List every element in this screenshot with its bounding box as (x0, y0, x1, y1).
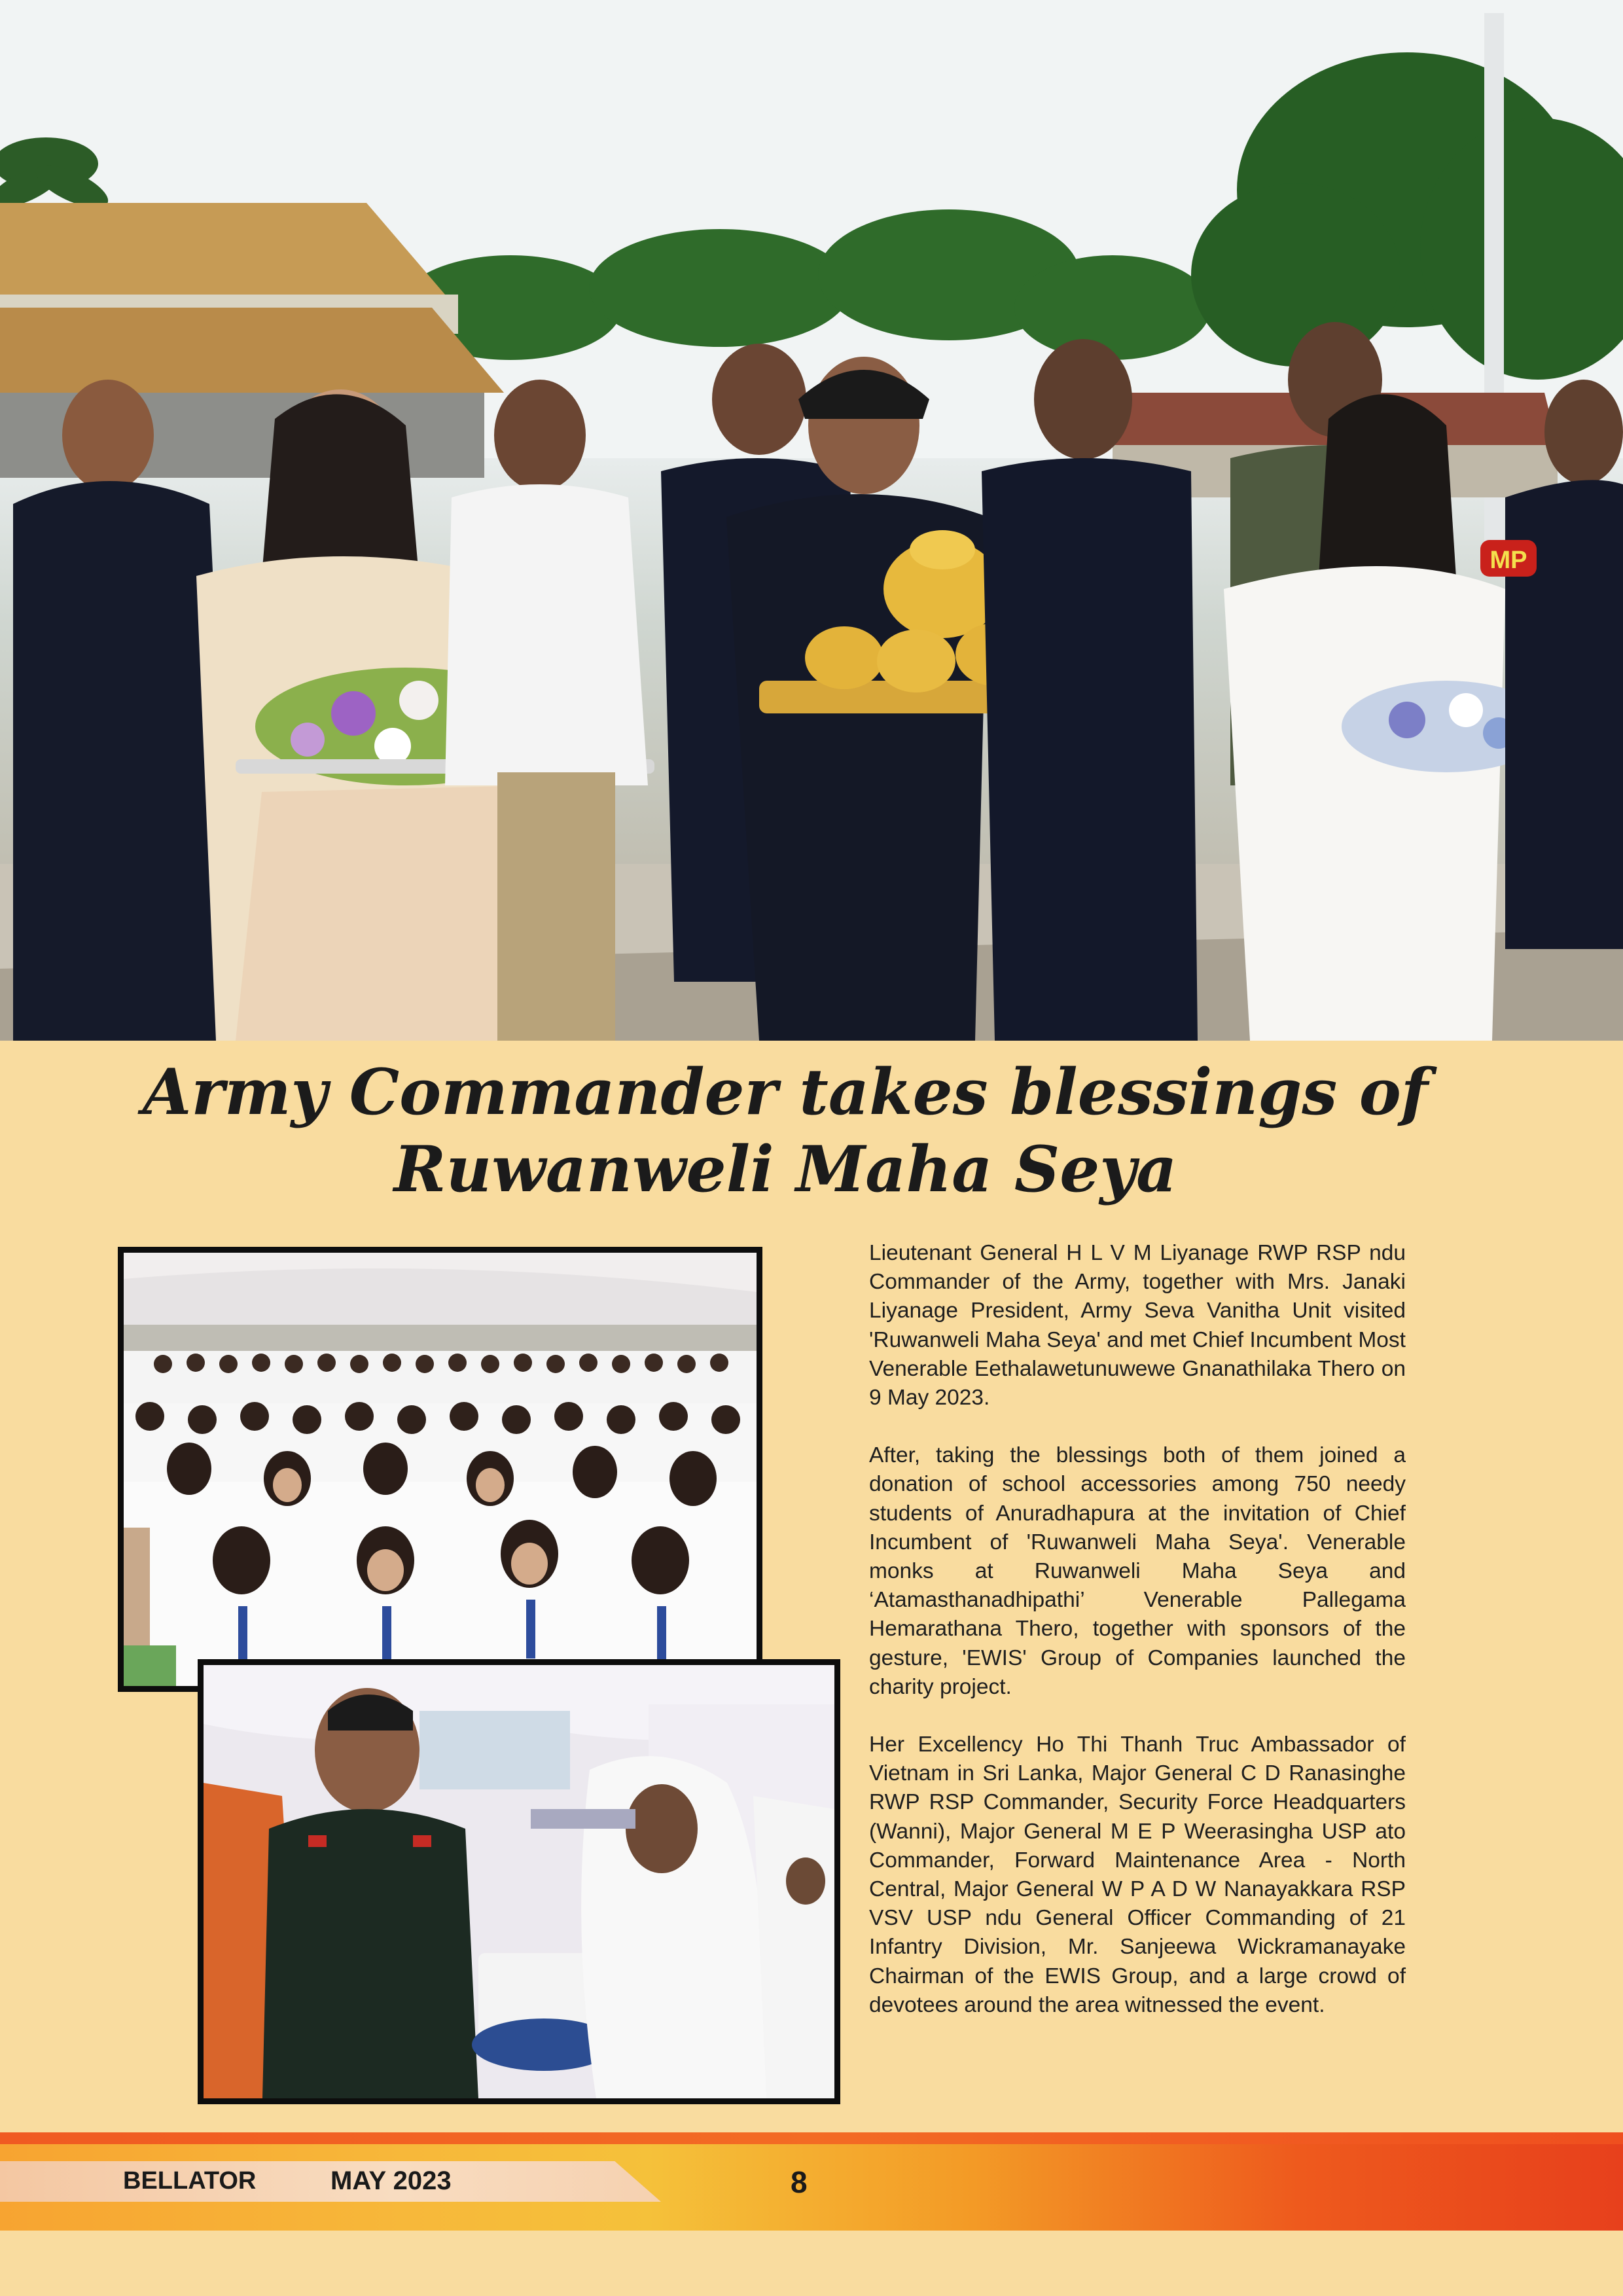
footer-stripe (0, 2132, 1623, 2144)
students-audience-photo (118, 1247, 762, 1692)
article-paragraph: After, taking the blessings both of them joined a donation of school accessories among 750 needy students of Anuradhapura at the invitation of Chief Incumbent of 'Ruwanweli Maha Seya'. Venerable monks at Ruwanweli Maha Seya and ‘Atamasthanadhipathi’ Venerable Pallegama Hemarathana Thero, together with sponsors of the gesture, 'EWIS' Group of Companies launched the charity project. (869, 1443, 1406, 1699)
headline-line-1: Army Commander takes blessings of (142, 1055, 1429, 1129)
hero-photo (0, 0, 1623, 1041)
page-number: 8 (791, 2165, 808, 2199)
article-paragraph: Her Excellency Ho Thi Thanh Truc Ambassador of Vietnam in Sri Lanka, Major General C D Ranasinghe RWP RSP Commander, Security Force Headquarters (Wanni), Major General M E P Weerasingha USP ato Commander, Forward Maintenance Area - North Central, Major General W P A D W Nanayakkara RSP VSV USP ndu General Officer Commanding of 21 Infantry Division, Mr. Sanjeewa Wickramanayake Chairman of the EWIS Group, and a large crowd of devotees around the area witnessed the event. (869, 1732, 1406, 2017)
publication-name: BELLATOR (123, 2167, 257, 2195)
donation-handover-photo (198, 1659, 840, 2104)
article-body (869, 1239, 1406, 2049)
article-paragraph: Lieutenant General H L V M Liyanage RWP RSP ndu Commander of the Army, together with Mrs. Janaki Liyanage President, Army Seva Vanitha Unit visited 'Ruwanweli Maha Seya' and met Chief Incumbent Most Venerable Eethalawetunuwewe Gnanathilaka Thero on 9 May 2023. (869, 1241, 1406, 1410)
headline-line-2: Ruwanweli Maha Seya (393, 1132, 1177, 1206)
mp-armband-text: MP (1489, 547, 1527, 574)
article-headline (0, 1054, 1571, 1208)
issue-date: MAY 2023 (330, 2166, 452, 2195)
